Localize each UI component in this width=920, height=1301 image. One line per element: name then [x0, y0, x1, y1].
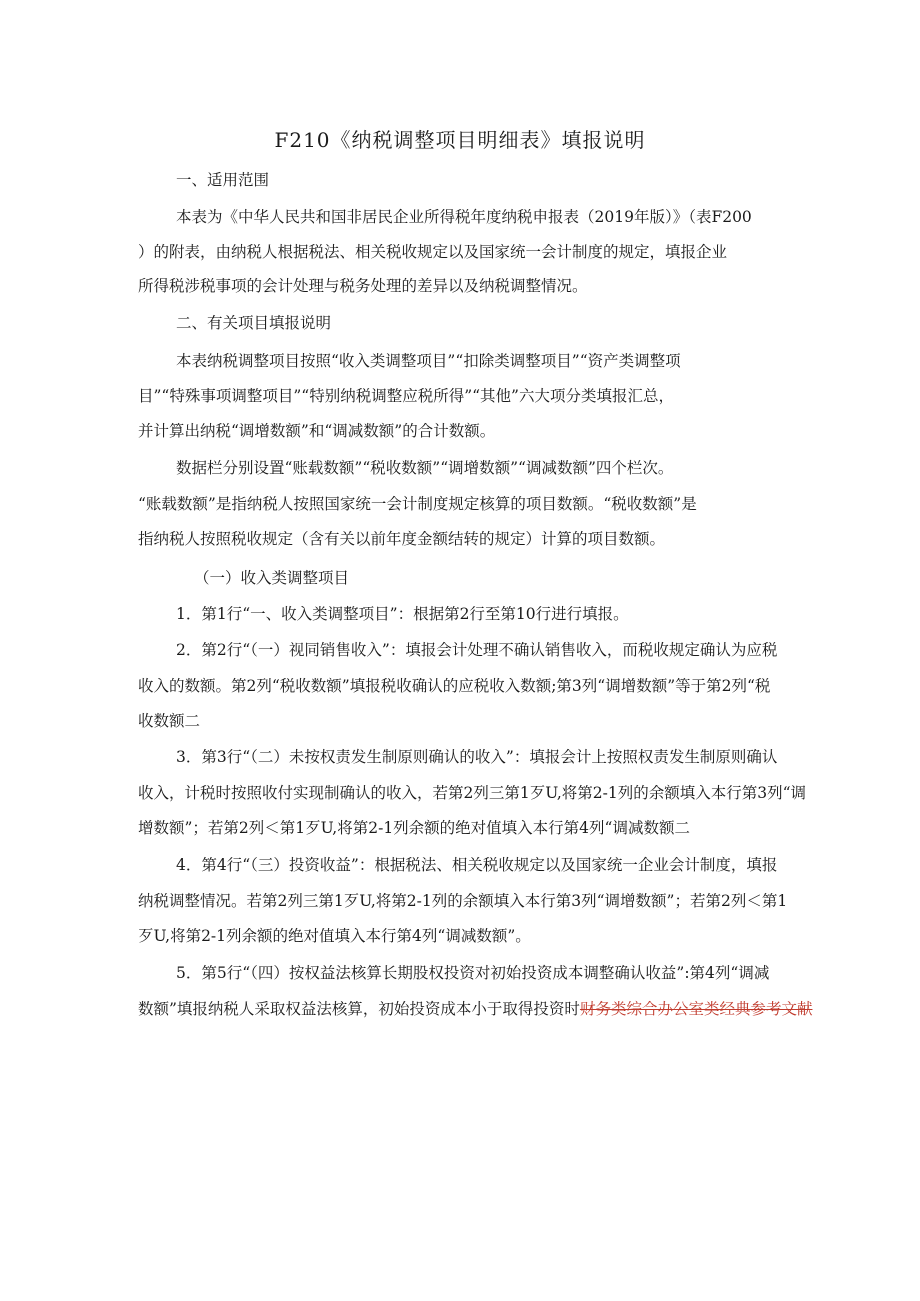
paragraph-line: “账载数额”是指纳税人按照国家统一会计制度规定核算的项目数额。“税收数额”是 [138, 495, 697, 513]
paragraph-line: 增数额”；若第2列＜第1歹U,将第2-1列余额的绝对值填入本行第4列“调减数额二 [138, 819, 690, 837]
paragraph-line: ）的附表，由纳税人根据税法、相关税收规定以及国家统一会计制度的规定，填报企业 [138, 243, 728, 261]
paragraph-line: 本表为《中华人民共和国非居民企业所得税年度纳税申报表（2019年版）》（表F200 [176, 208, 752, 226]
section-heading-2: 二、有关项目填报说明 [176, 314, 332, 332]
paragraph-line: 收数额二 [138, 712, 201, 730]
paragraph-line-last [138, 997, 812, 1019]
paragraph-line: 收入，计税时按照收付实现制确认的收入，若第2列三第1歹U,将第2-1列的余额填入本行第3列“调 [138, 784, 807, 802]
paragraph-line: 2．第2行“（一）视同销售收入”：填报会计处理不确认销售收入，而税收规定确认为应税 [176, 641, 778, 659]
watermark-text: 财务类综合办公室类经典参考文献 [579, 1000, 813, 1018]
paragraph-line: 3．第3行“（二）未按权责发生制原则确认的收入”：填报会计上按照权责发生制原则确认 [176, 748, 778, 766]
paragraph-line: 本表纳税调整项目按照“收入类调整项目”“扣除类调整项目”“资产类调整项 [176, 352, 681, 370]
paragraph-line: 数据栏分别设置“账载数额”“税收数额”“调增数额”“调减数额”四个栏次。 [176, 459, 674, 477]
page-title: F210《纳税调整项目明细表》填报说明 [274, 128, 646, 152]
paragraph-line: 收入的数额。第2列“税收数额”填报税收确认的应税收入数额;第3列“调增数额”等于第2列“税 [138, 677, 771, 695]
paragraph-line: 并计算出纳税“调增数额”和“调减数额”的合计数额。 [138, 422, 496, 440]
section-heading-1: 一、适用范围 [176, 171, 270, 189]
paragraph-line: 纳税调整情况。若第2列三第1歹U,将第2-1列的余额填入本行第3列“调增数额”；若第2列＜第1 [138, 892, 788, 910]
paragraph-line: 所得税涉税事项的会计处理与税务处理的差异以及纳税调整情况。 [138, 277, 588, 295]
paragraph-line: 1．第1行“一、收入类调整项目”：根据第2行至第10行进行填报。 [176, 605, 629, 623]
subsection-heading: （一）收入类调整项目 [194, 569, 350, 587]
paragraph-text: 数额”填报纳税人采取权益法核算，初始投资成本小于取得投资时 [138, 1000, 580, 1018]
paragraph-line: 5．第5行“（四）按权益法核算长期股权投资对初始投资成本调整确认收益”:第4列“调减 [176, 964, 770, 982]
paragraph-line: 目”“特殊事项调整项目”“特别纳税调整应税所得”“其他”六大项分类填报汇总， [138, 387, 674, 405]
paragraph-line: 指纳税人按照税收规定（含有关以前年度金额结转的规定）计算的项目数额。 [138, 530, 666, 548]
paragraph-line: 4．第4行“（三）投资收益”：根据税法、相关税收规定以及国家统一企业会计制度，填报 [176, 856, 778, 874]
paragraph-line: 歹U,将第2-1列余额的绝对值填入本行第4列“调减数额”。 [138, 927, 531, 945]
